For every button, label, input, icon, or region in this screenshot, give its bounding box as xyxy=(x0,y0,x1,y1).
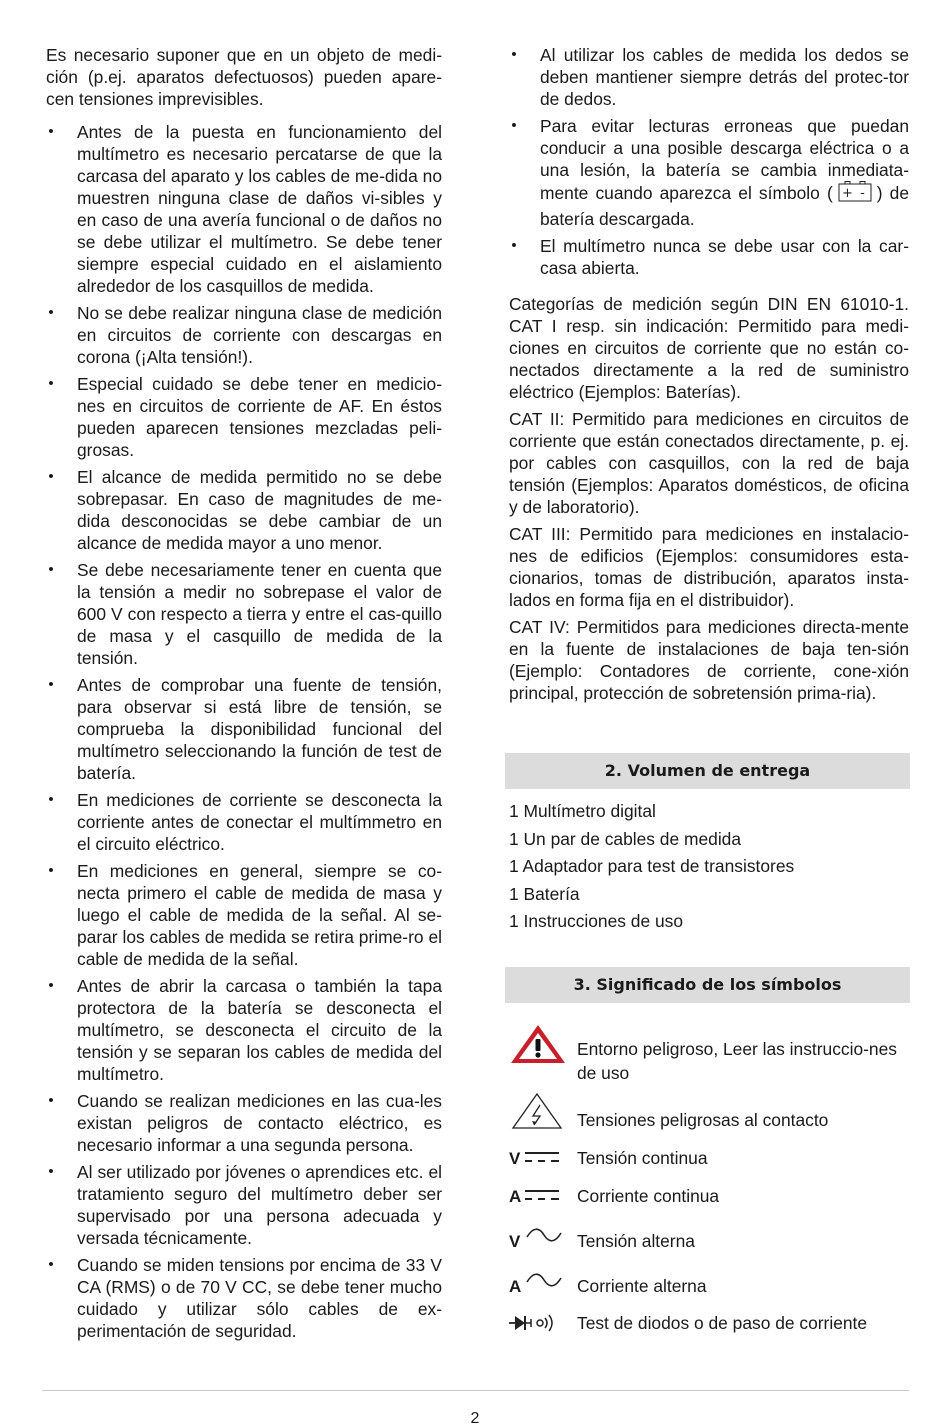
cat-iii-paragraph: CAT III: Permitido para mediciones en instalacio-nes de edificios (Ejemplos: consumidores esta-cionarios, tomas de distribución, aparatos insta-lados en forma fija en el distribuidor). xyxy=(509,524,909,610)
warning-triangle-icon xyxy=(509,1023,567,1070)
delivery-list xyxy=(509,799,909,937)
bullet-icon: • xyxy=(48,1163,54,1180)
list-item: • Al utilizar los cables de medida los dedos se deben mantiener siempre detrás del protec-tor de dedos. xyxy=(509,44,909,110)
bullet-icon: • xyxy=(48,1092,54,1109)
ac-current-icon: A xyxy=(509,1275,521,1298)
list-item: • Cuando se realizan mediciones en las cua-les existan peligros de contacto eléctrico, es necesario informar a una segunda persona. xyxy=(46,1090,442,1156)
bullet-icon: • xyxy=(48,1256,54,1273)
bullet-icon: • xyxy=(48,791,54,808)
symbol-row-dc-voltage: V Tensión continua xyxy=(509,1148,708,1168)
bullet-icon: • xyxy=(511,117,517,134)
safety-bullet-list xyxy=(46,121,442,1342)
cat-ii-paragraph: CAT II: Permitido para mediciones en circuitos de corriente que están conectados directamente, p. ej. por cables con casquillos, con la red de baja tensión (Ejemplos: Aparatos domésticos, de oficina y de laboratorio). xyxy=(509,409,909,517)
left-column xyxy=(46,44,442,1347)
list-item: 1 Adaptador para test de transistores xyxy=(509,856,795,876)
dc-voltage-icon: V xyxy=(509,1149,521,1168)
symbol-row-diode: Test de diodos o de paso de corriente xyxy=(509,1312,909,1338)
page-number: 2 xyxy=(470,1410,480,1425)
bullet-icon: • xyxy=(48,862,54,879)
cat-iv-paragraph: CAT IV: Permitidos para mediciones directa-mente en la fuente de instalaciones de baja ten-sión (Ejemplo: Contadores de corriente, cone-xión principal, protección de sobretensión prima-ria). xyxy=(509,617,909,703)
list-item: • Especial cuidado se debe tener en medicio-nes en circuitos de corriente de AF. En éstos pueden aparecen tensiones mezcladas peli-grosas. xyxy=(46,373,442,461)
bullet-icon: • xyxy=(48,561,54,578)
bullet-icon: • xyxy=(511,46,517,63)
low-battery-icon xyxy=(833,181,877,208)
right-column xyxy=(509,44,909,709)
bullet-icon: • xyxy=(48,977,54,994)
list-item: 1 Batería xyxy=(509,883,580,904)
diode-continuity-icon xyxy=(509,1313,561,1338)
list-item: 1 Un par de cables de medida xyxy=(509,828,742,849)
svg-text:-: - xyxy=(859,186,865,201)
ac-voltage-icon: V xyxy=(509,1230,520,1253)
footer-divider xyxy=(42,1390,909,1391)
list-item: • Antes de comprobar una fuente de tensión, para observar si está libre de tensión, se comprueba la disponibilidad funcional del multímetro seleccionando la función de test de batería. xyxy=(46,674,442,784)
list-item: • En mediciones en general, siempre se co-necta primero el cable de medida de masa y luego el cable de medida de la señal. Al se-parar los cables de medida se retira prime-ro el cable de medida de la señal. xyxy=(46,860,442,970)
list-item: • Cuando se miden tensions por encima de 33 V CA (RMS) o de 70 V CC, se debe tener mucho cuidado y utilizar sólo cables de ex-perimentación de seguridad. xyxy=(46,1254,442,1342)
list-item: • Para evitar lecturas erroneas que puedan conducir a una posible descarga eléctrica o a una lesión, la batería se cambia inmediata-mente cuando aparezca el símbolo ( + - ) de batería descargada. xyxy=(509,115,909,230)
svg-text:+: + xyxy=(841,186,853,201)
list-item: • Al ser utilizado por jóvenes o aprendices etc. el tratamiento seguro del multímetro deber ser supervisado por una persona adecuada y versada técnicamente. xyxy=(46,1161,442,1249)
cat-i-paragraph: Categorías de medición según DIN EN 61010-1. CAT I resp. sin indicación: Permitido para medi-ciones en circuitos de corriente que no están co-nectados directamente a la red de suministro eléctrico (Ejemplos: Baterías). xyxy=(509,294,909,402)
list-item: • El multímetro nunca se debe usar con la car-casa abierta. xyxy=(509,235,909,279)
bullet-icon: • xyxy=(511,237,517,254)
high-voltage-icon xyxy=(511,1092,563,1135)
list-item: • Antes de abrir la carcasa o también la tapa protectora de la batería se desconecta el multímetro, se desconecta el circuito de la tensión y se separan los cables de medida del multímetro. xyxy=(46,975,442,1085)
bullet-icon: • xyxy=(48,304,54,321)
bullet-icon: • xyxy=(48,123,54,140)
list-item: 1 Multímetro digital xyxy=(509,801,656,821)
bullet-icon: • xyxy=(48,468,54,485)
list-item: • Antes de la puesta en funcionamiento del multímetro es necesario percatarse de que la carcasa del aparato y los cables de me-dida no muestren ninguna clase de daños vi-sibles y en caso de una avería funcional o de daños no se debe utilizar el multímetro. Se debe tener siempre especial cuidado en el aislamiento alrededor de los casquillos de medida. xyxy=(46,121,442,297)
symbol-row-ac-voltage: V Tensión alterna xyxy=(509,1231,695,1251)
list-item: • No se debe realizar ninguna clase de medición en circuitos de corriente con descargas en corona (¡Alta tensión!). xyxy=(46,302,442,368)
symbol-row-ac-current: A Corriente alterna xyxy=(509,1276,707,1296)
list-item: 1 Instrucciones de uso xyxy=(509,911,684,931)
list-item: • El alcance de medida permitido no se debe sobrepasar. En caso de magnitudes de me-dida desconocidas se debe cambiar de un alcance de medida mayor a uno menor. xyxy=(46,466,442,554)
safety-bullet-list-continued xyxy=(509,44,909,279)
symbol-row-dc-current: A Corriente continua xyxy=(509,1186,720,1206)
list-item: • En mediciones de corriente se desconecta la corriente antes de conectar el multímmetro en el circuito eléctrico. xyxy=(46,789,442,855)
intro-paragraph: Es necesario suponer que en un objeto de medi-ción (p.ej. aparatos defectuosos) pueden apare-cen tensiones imprevisibles. xyxy=(46,45,442,109)
symbol-row-danger: Entorno peligroso, Leer las instruccio-nes de uso xyxy=(509,1025,909,1075)
symbol-row-shock: Tensiones peligrosas al contacto xyxy=(509,1092,909,1132)
bullet-icon: • xyxy=(48,375,54,392)
list-item: • Se debe necesariamente tener en cuenta que la tensión a medir no sobrepase el valor de 600 V con respecto a tierra y entre el cas-quillo de masa y el casquillo de medida de la tensión. xyxy=(46,559,442,669)
section-header-symbols: 3. Significado de los símbolos xyxy=(505,967,910,1003)
dc-current-icon: A xyxy=(509,1187,522,1206)
bullet-icon: • xyxy=(48,676,54,693)
section-header-delivery: 2. Volumen de entrega xyxy=(505,753,910,789)
